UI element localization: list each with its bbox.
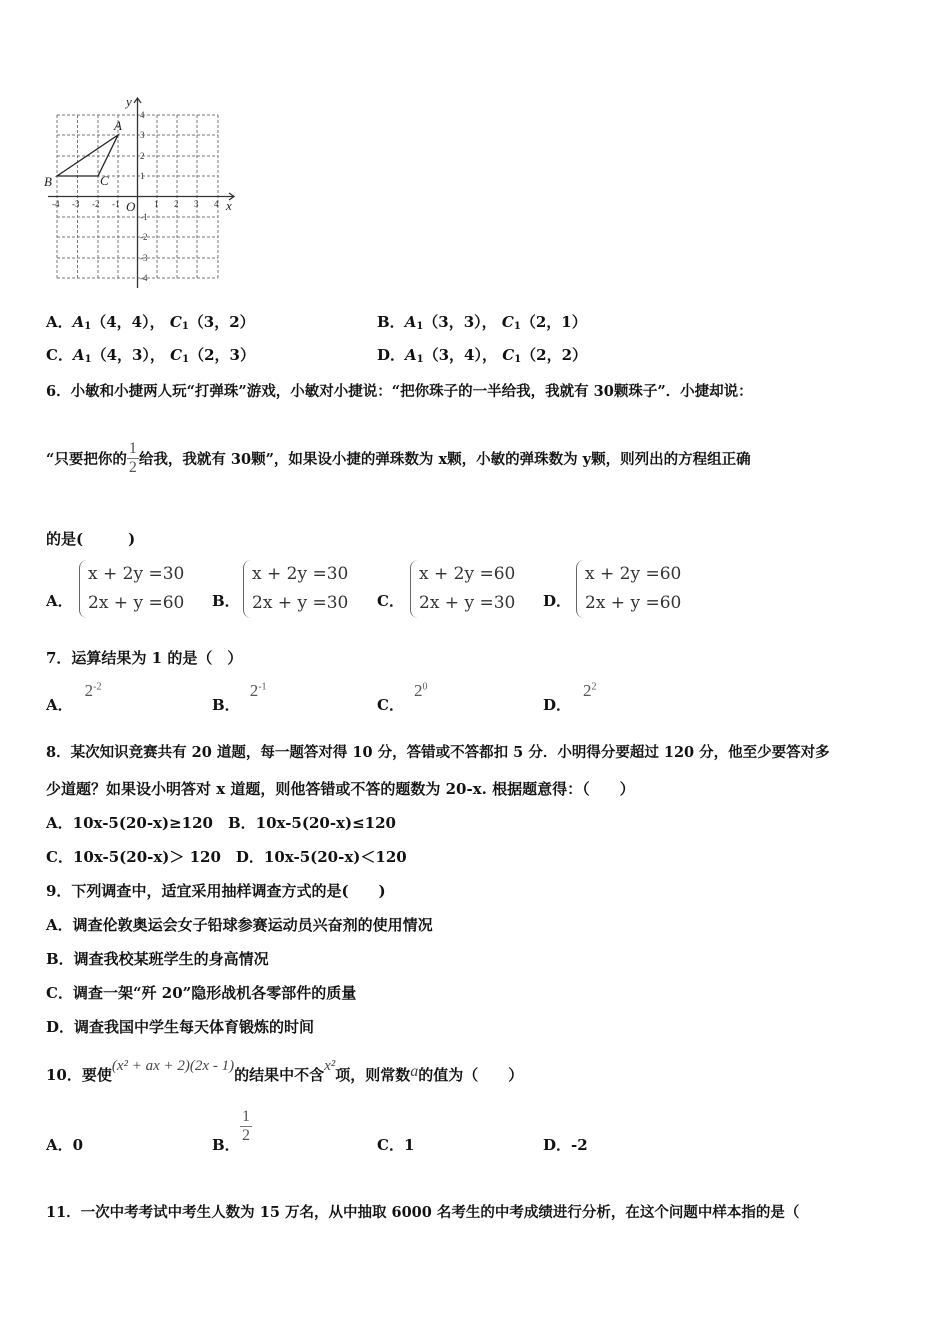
x-tick: -4	[52, 199, 60, 209]
y-tick: 2	[140, 151, 145, 161]
x-tick: 1	[154, 199, 159, 209]
q9-stem: 9．下列调查中，适宜采用抽样调查方式的是( )	[46, 882, 386, 900]
y-tick: -1	[140, 212, 148, 222]
q10-constant: a	[410, 1063, 419, 1080]
q7-option-b[interactable]: B．$2^{-1}$	[212, 681, 267, 714]
q6-option-c-letter[interactable]: C．	[377, 592, 404, 610]
y-tick: 4	[140, 110, 145, 120]
q10-option-c[interactable]: C．1	[377, 1136, 415, 1154]
point-c-label: C	[100, 173, 109, 188]
x-tick: -1	[112, 199, 120, 209]
q7-option-c[interactable]: C．$2^0$	[377, 681, 428, 714]
q5-option-d[interactable]: D．$A_1(3$，4）， $C_1(2$，2）	[377, 346, 588, 365]
x-tick: 2	[174, 199, 179, 209]
q10-expression: (x² + ax + 2)(2x - 1)	[111, 1058, 235, 1074]
q10-option-a[interactable]: A．0	[46, 1136, 84, 1154]
q6-option-d-letter[interactable]: D．	[543, 592, 572, 610]
q6-stem-line2: “只要把你的 $\frac{1}{2}$ 给我，我就有 30颗”，如果设小捷的弹珠数为 x颗，小敏的弹珠数为 y颗，则列出的方程组正确	[46, 440, 751, 476]
q5-option-c[interactable]: C．$A_1(4$，3）， $C_1(2$，3）	[46, 346, 255, 365]
q11-stem: 11．一次中考考试中考生人数为 15 万名，从中抽取 6000 名考生的中考成绩进行分析，在这个问题中样本指的是（	[46, 1204, 800, 1221]
q10-option-d[interactable]: D．-2	[543, 1136, 588, 1154]
fraction-half: $\frac{1}{2}$	[128, 440, 137, 476]
x-tick: -3	[72, 199, 80, 209]
q7-option-a[interactable]: A．$2^{-2}$	[46, 681, 102, 714]
y-tick: -4	[140, 273, 148, 283]
coordinate-graph	[40, 92, 240, 292]
y-axis-label: y	[126, 94, 132, 109]
q6-stem-line3: 的是( )	[46, 530, 136, 548]
x-tick: 4	[214, 199, 219, 209]
q8-options-ab[interactable]: A．10x-5(20-x)≥120 B．10x-5(20-x)≤120	[46, 814, 396, 832]
q6-option-c-system: x + 2y =60 2x + y =30	[410, 560, 515, 618]
origin-label: O	[126, 199, 136, 214]
y-tick: -3	[140, 253, 148, 263]
q9-option-b[interactable]: B．调查我校某班学生的身高情况	[46, 950, 269, 968]
q6-option-b-system: x + 2y =30 2x + y =30	[243, 560, 348, 618]
q7-option-d[interactable]: D．$2^2$	[543, 681, 597, 714]
q10-term: x²	[324, 1058, 336, 1074]
q6-option-b-letter[interactable]: B．	[212, 592, 240, 610]
q6-option-d-system: x + 2y =60 2x + y =60	[576, 560, 681, 618]
q8-options-cd[interactable]: C．10x-5(20-x)＞ 120 D．10x-5(20-x)＜120	[46, 848, 407, 866]
point-b-label: B	[44, 174, 52, 189]
x-tick: -2	[92, 199, 100, 209]
y-tick: -2	[140, 232, 148, 242]
q9-option-c[interactable]: C．调查一架“歼 20”隐形战机各零部件的质量	[46, 984, 357, 1002]
q9-option-d[interactable]: D．调查我国中学生每天体育锻炼的时间	[46, 1018, 315, 1036]
q10-option-b[interactable]: B．	[212, 1136, 240, 1154]
q6-option-a-letter[interactable]: A．	[46, 592, 73, 610]
q6-stem-line1: 6．小敏和小捷两人玩“打弹珠”游戏，小敏对小捷说：“把你珠子的一半给我，我就有 30颗珠子”．小捷却说：	[46, 383, 753, 400]
q7-stem: 7．运算结果为 1 的是（ ）	[46, 649, 243, 667]
q9-option-a[interactable]: A．调查伦敦奥运会女子铅球参赛运动员兴奋剂的使用情况	[46, 916, 433, 934]
q8-stem-line2: 少道题？如果设小明答对 x 道题，则他答错或不答的题数为 20-x. 根据题意得：（ ）	[46, 780, 635, 798]
q8-stem-line1: 8．某次知识竞赛共有 20 道题，每一题答对得 10 分，答错或不答都扣 5 分．小明得分要超过 120 分，他至少要答对多	[46, 744, 830, 761]
y-tick: 3	[140, 130, 145, 140]
q5-option-a[interactable]: A．$A_1(4$，4）， $C_1(3$，2）	[46, 313, 255, 332]
y-tick: 1	[140, 171, 145, 181]
point-a-label: A	[114, 118, 122, 133]
x-axis-label: x	[226, 198, 232, 213]
q10-stem: 10．要使(x² + ax + 2)(2x - 1)的结果中不含x²项，则常数a的值为（ ）	[46, 1058, 524, 1084]
q10-option-b-fraction: $\frac{1}{2}$	[242, 1108, 250, 1144]
x-tick: 3	[194, 199, 199, 209]
q6-option-a-system: x + 2y =30 2x + y =60	[79, 560, 184, 618]
q5-option-b[interactable]: B．$A_1(3$，3）， $C_1(2$，1）	[377, 313, 587, 332]
